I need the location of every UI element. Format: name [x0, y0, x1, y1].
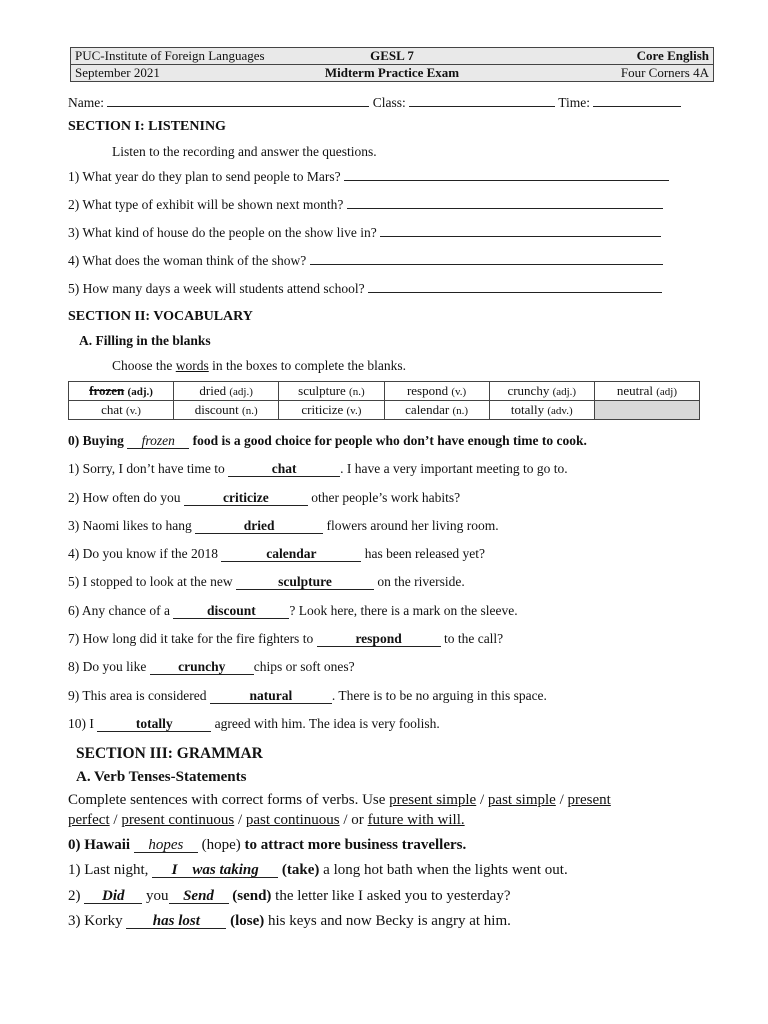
vocab-item-3: 3) Naomi likes to hang dried flowers around her living room. — [68, 518, 499, 533]
word-cell: criticize (v.) — [279, 401, 384, 420]
answer-field[interactable]: discount — [173, 604, 289, 619]
section-3-instruction-line-1: Complete sentences with correct forms of verbs. Use present simple / past simple / present — [68, 792, 611, 808]
answer-field[interactable] — [344, 168, 669, 181]
class-label: Class: — [372, 95, 406, 110]
listening-question-5: 5) How many days a week will students attend school? — [68, 280, 662, 297]
word-bank-row-2 — [69, 401, 700, 420]
section-3-subtitle: A. Verb Tenses-Statements — [76, 769, 247, 785]
course-name: Core English — [636, 48, 709, 63]
word-cell: chat (v.) — [69, 401, 174, 420]
answer-field[interactable]: totally — [97, 717, 211, 732]
listening-question-3: 3) What kind of house do the people on the show live in? — [68, 224, 661, 241]
exam-header — [70, 47, 714, 82]
name-field[interactable] — [107, 94, 369, 107]
example-answer: hopes — [134, 838, 198, 853]
section-1-title: SECTION I: LISTENING — [68, 119, 226, 134]
word-cell: crunchy (adj.) — [489, 382, 594, 401]
empty-cell — [594, 401, 699, 420]
word-bank-table — [68, 381, 700, 420]
grammar-item-3: 3) Korky has lost (lose) his keys and now Becky is angry at him. — [68, 913, 511, 929]
answer-field[interactable] — [380, 224, 661, 237]
vocab-item-4: 4) Do you know if the 2018 calendar has been released yet? — [68, 546, 486, 561]
time-label: Time: — [558, 95, 591, 110]
vocab-item-1: 1) Sorry, I don’t have time to chat . I have a very important meeting to go to. — [68, 461, 568, 476]
word-cell: sculpture (n.) — [279, 382, 384, 401]
answer-field[interactable]: Did — [84, 889, 142, 904]
listening-question-2: 2) What type of exhibit will be shown next month? — [68, 196, 663, 213]
time-field[interactable] — [593, 94, 681, 107]
word-cell: dried (adj.) — [174, 382, 279, 401]
answer-field[interactable]: dried — [195, 519, 323, 534]
vocab-item-6: 6) Any chance of a discount ? Look here, there is a mark on the sleeve. — [68, 603, 518, 618]
book-level: Four Corners 4A — [620, 65, 709, 80]
section-3-title: SECTION III: GRAMMAR — [76, 745, 263, 762]
vocab-item-8: 8) Do you like crunchy chips or soft ones? — [68, 659, 355, 674]
section-3-instruction-line-2: perfect / present continuous / past continuous / or future with will. — [68, 812, 465, 828]
exam-title: Midterm Practice Exam — [324, 65, 460, 80]
answer-field[interactable]: natural — [210, 689, 332, 704]
answer-field[interactable]: sculpture — [236, 575, 374, 590]
answer-field[interactable]: criticize — [184, 491, 308, 506]
word-cell: neutral (adj) — [594, 382, 699, 401]
listening-question-4: 4) What does the woman think of the show? — [68, 252, 663, 269]
vocab-item-2: 2) How often do you criticize other people’s work habits? — [68, 490, 461, 505]
grammar-example: 0) Hawaii hopes (hope) to attract more business travellers. — [68, 837, 467, 853]
example-answer: frozen — [127, 434, 189, 449]
vocab-item-5: 5) I stopped to look at the new sculpture on the riverside. — [68, 574, 465, 589]
student-info-line — [68, 94, 681, 111]
answer-field[interactable]: I was taking — [152, 863, 278, 878]
header-row-2 — [71, 64, 713, 81]
listening-question-1: 1) What year do they plan to send people to Mars? — [68, 168, 669, 185]
section-2-subtitle: A. Filling in the blanks — [79, 333, 211, 348]
header-row-1 — [71, 48, 713, 64]
class-field[interactable] — [409, 94, 555, 107]
word-cell: respond (v.) — [384, 382, 489, 401]
answer-field[interactable]: Send — [169, 889, 229, 904]
answer-field[interactable]: respond — [317, 632, 441, 647]
answer-field[interactable] — [310, 252, 663, 265]
word-cell: discount (n.) — [174, 401, 279, 420]
answer-field[interactable]: calendar — [221, 547, 361, 562]
section-1-instruction: Listen to the recording and answer the questions. — [112, 144, 377, 159]
word-cell: frozen (adj.) — [69, 382, 174, 401]
section-2-title: SECTION II: VOCABULARY — [68, 309, 253, 324]
grammar-item-2: 2) Did you Send (send) the letter like I asked you to yesterday? — [68, 888, 511, 904]
word-bank-row-1 — [69, 382, 700, 401]
answer-field[interactable]: has lost — [126, 914, 226, 929]
word-cell: totally (adv.) — [489, 401, 594, 420]
vocab-item-7: 7) How long did it take for the fire fighters to respond to the call? — [68, 631, 504, 646]
answer-field[interactable] — [368, 280, 662, 293]
answer-field[interactable]: chat — [228, 462, 340, 477]
exam-date: September 2021 — [75, 65, 160, 80]
grammar-item-1: 1) Last night, I was taking (take) a long hot bath when the lights went out. — [68, 862, 568, 878]
institute-name: PUC-Institute of Foreign Languages — [75, 48, 265, 63]
name-label: Name: — [68, 95, 104, 110]
word-cell: calendar (n.) — [384, 401, 489, 420]
section-2-instruction: Choose the words in the boxes to complete the blanks. — [112, 358, 406, 373]
answer-field[interactable]: crunchy — [150, 660, 254, 675]
vocab-item-9: 9) This area is considered natural . There is to be no arguing in this space. — [68, 688, 547, 703]
answer-field[interactable] — [347, 196, 663, 209]
vocab-item-10: 10) I totally agreed with him. The idea is very foolish. — [68, 716, 440, 731]
course-code: GESL 7 — [370, 48, 414, 63]
vocab-example: 0) Buying frozen food is a good choice for people who don’t have enough time to cook. — [68, 433, 587, 448]
